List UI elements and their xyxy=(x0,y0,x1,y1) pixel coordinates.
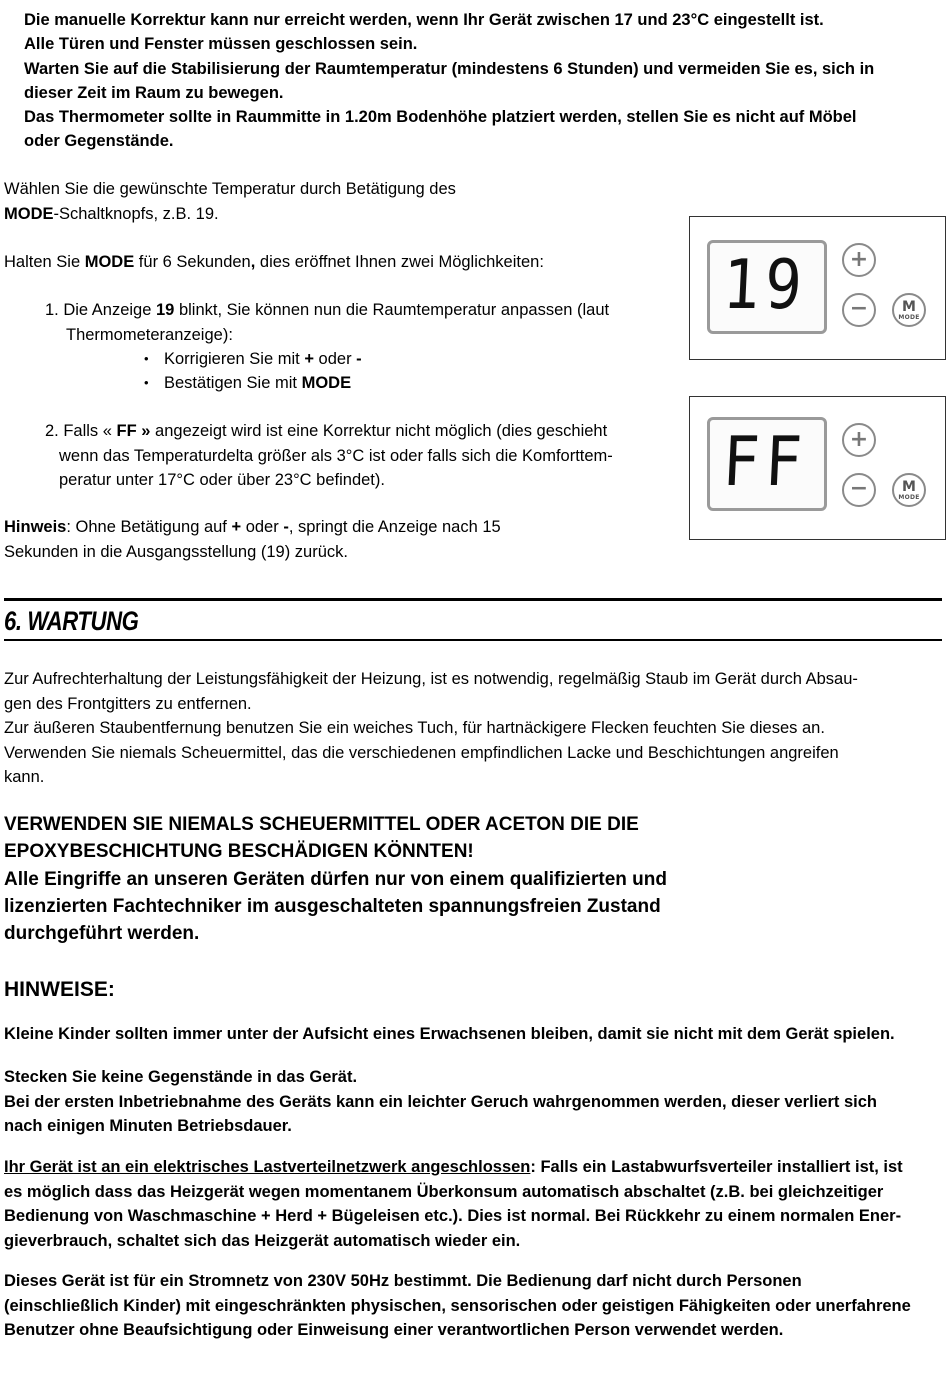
mode-button-letter: M xyxy=(902,299,916,315)
minus-button-icon: − xyxy=(842,473,876,507)
maintenance-line: Verwenden Sie niemals Scheuermittel, das die verschiedenen empfindlichen Lacke und Beschichtungen angreifen xyxy=(4,743,839,762)
maintenance-line: Zur äußeren Staubentfernung benutzen Sie ein weiches Tuch, für hartnäckigere Flecken feuchten Sie dieses an. xyxy=(4,719,825,737)
section-rule-bottom xyxy=(4,639,942,641)
hold-post: dies eröffnet Ihnen zwei Möglichkeiten: xyxy=(255,253,544,271)
lcd-value: 19 xyxy=(720,246,810,325)
mode-keyword: MODE xyxy=(84,253,135,271)
note-label: Hinweis xyxy=(4,518,67,536)
hinweise-p1: Kleine Kinder sollten immer unter der Aufsicht eines Erwachsenen bleiben, damit sie nicht mit dem Gerät spielen. xyxy=(4,1025,895,1043)
intro-line: Das Thermometer sollte in Raummitte in 1.20m Bodenhöhe platziert werden, stellen Sie es nicht auf Möbel xyxy=(24,108,857,127)
option-2-post: angezeigt wird ist eine Korrektur nicht möglich (dies geschieht xyxy=(150,422,608,440)
option-2 xyxy=(45,419,685,493)
select-instruction xyxy=(4,177,456,226)
bullet-1-pre: Korrigieren Sie mit xyxy=(164,350,305,368)
maintenance-line: kann. xyxy=(4,768,45,786)
option-1 xyxy=(45,298,685,347)
ff-keyword: FF » xyxy=(116,422,151,440)
warning-line: durchgeführt werden. xyxy=(4,923,200,945)
mode-keyword: MODE xyxy=(4,204,54,223)
mode-button-caption: MODE xyxy=(898,494,920,501)
minus-symbol: - xyxy=(283,518,289,536)
mode-button-letter: M xyxy=(902,479,916,495)
note-line-1 xyxy=(4,515,684,540)
hinweise-p3-line-1 xyxy=(4,1155,944,1180)
note-pre: : Ohne Betätigung auf xyxy=(66,518,232,536)
hinweise-p3-line: gieverbrauch, schaltet sich das Heizgerät automatisch wieder ein. xyxy=(4,1231,521,1250)
option-2-line-3: peratur unter 17°C oder über 23°C befindet). xyxy=(59,471,385,489)
hinweise-p4-line: Dieses Gerät ist für ein Stromnetz von 230V 50Hz bestimmt. Die Bedienung darf nicht durch Personen xyxy=(4,1272,802,1290)
hinweise-p2-line: nach einigen Minuten Betriebsdauer. xyxy=(4,1117,292,1135)
note-mid: oder xyxy=(241,518,284,536)
minus-button-icon: − xyxy=(842,293,876,327)
section-title: 6. WARTUNG xyxy=(4,606,139,636)
hold-instruction xyxy=(4,250,544,275)
hinweise-p4-line: (einschließlich Kinder) mit eingeschränkten physischen, sensorischen oder geistigen Fähigkeiten oder unerfahrene xyxy=(4,1296,911,1315)
display-panel-ff xyxy=(689,396,946,540)
lcd-screen xyxy=(707,240,827,334)
hinweise-p2 xyxy=(4,1065,944,1139)
hinweise-p3-line-1-rest: : Falls ein Lastabwurfsverteiler installiert ist, ist xyxy=(530,1158,903,1176)
bullet-item xyxy=(164,347,362,372)
display-value: 19 xyxy=(156,301,175,319)
note-line-2: Sekunden in die Ausgangsstellung (19) zurück. xyxy=(4,542,348,561)
note xyxy=(4,515,684,564)
option-1-pre: 1. Die Anzeige xyxy=(45,301,156,319)
hold-comma: , xyxy=(250,253,256,271)
plus-button-icon: + xyxy=(842,243,876,277)
option-1-line-2: Thermometeranzeige): xyxy=(66,325,233,344)
bullet-item xyxy=(164,371,351,396)
bullet-1-mid: oder xyxy=(313,350,357,368)
hinweise-p4-line: Benutzer ohne Beaufsichtigung oder Einweisung einer verantwortlichen Person verwendet werden. xyxy=(4,1321,784,1339)
option-1-post: blinkt, Sie können nun die Raumtemperatur anpassen (laut xyxy=(174,301,610,319)
warning-block xyxy=(4,811,667,947)
option-2-line-1 xyxy=(45,419,685,444)
intro-line: Alle Türen und Fenster müssen geschlossen sein. xyxy=(24,35,418,54)
hinweise-p3-line: Bedienung von Waschmaschine + Herd + Bügeleisen etc.). Dies ist normal. Bei Rückkehr zu einem normalen Ener- xyxy=(4,1207,902,1225)
warning-line: Alle Eingriffe an unseren Geräten dürfen nur von einem qualifizierten und xyxy=(4,868,667,890)
plus-symbol: + xyxy=(231,518,242,536)
hinweise-p2-line: Stecken Sie keine Gegenstände in das Gerät. xyxy=(4,1068,358,1086)
intro-line: oder Gegenstände. xyxy=(24,132,174,151)
warning-line: VERWENDEN SIE NIEMALS SCHEUERMITTEL ODER ACETON DIE DIE xyxy=(4,814,639,835)
mode-keyword: MODE xyxy=(301,374,352,392)
hinweise-heading: HINWEISE: xyxy=(4,978,115,1001)
select-line-1: Wählen Sie die gewünschte Temperatur durch Betätigung des xyxy=(4,180,456,198)
maintenance-line: Zur Aufrechterhaltung der Leistungsfähigkeit der Heizung, ist es notwendig, regelmäßig Staub im Gerät durch Absau- xyxy=(4,670,858,688)
warning-line: lizenzierten Fachtechniker im ausgeschalteten spannungsfreien Zustand xyxy=(4,895,661,917)
hold-mid: für 6 Sekunden xyxy=(134,253,251,271)
bullet-2-pre: Bestätigen Sie mit xyxy=(164,374,302,392)
mode-button-icon xyxy=(892,473,926,507)
maintenance-line: gen des Frontgitters zu entfernen. xyxy=(4,694,252,713)
plus-button-icon: + xyxy=(842,423,876,457)
load-network-underlined: Ihr Gerät ist an ein elektrisches Lastverteilnetzwerk angeschlossen xyxy=(4,1158,531,1176)
hinweise-p3-line: es möglich dass das Heizgerät wegen momentanem Überkonsum automatisch abschaltet (z.B. bei gleichzeitiger xyxy=(4,1182,884,1201)
select-line-2-rest: -Schaltknopfs, z.B. 19. xyxy=(53,204,219,223)
mode-button-icon xyxy=(892,293,926,327)
hold-pre: Halten Sie xyxy=(4,253,85,271)
hinweise-p2-line: Bei der ersten Inbetriebnahme des Geräts kann ein leichter Geruch wahrgenommen werden, dieser verliert sich xyxy=(4,1092,877,1111)
option-1-line-1 xyxy=(45,298,685,323)
intro-line: Die manuelle Korrektur kann nur erreicht werden, wenn Ihr Gerät zwischen 17 und 23°C eingestellt ist. xyxy=(24,11,824,29)
lcd-screen xyxy=(707,417,827,511)
warning-line: EPOXYBESCHICHTUNG BESCHÄDIGEN KÖNNTEN! xyxy=(4,841,474,863)
select-line-2 xyxy=(4,202,456,227)
hinweise-p3 xyxy=(4,1155,944,1253)
section-rule-top xyxy=(4,598,942,601)
intro-line: Warten Sie auf die Stabilisierung der Raumtemperatur (mindestens 6 Stunden) und vermeiden Sie es, sich in xyxy=(24,59,875,78)
plus-symbol: + xyxy=(304,350,314,368)
lcd-value: FF xyxy=(720,423,810,502)
maintenance-text xyxy=(4,667,944,790)
note-post: , springt die Anzeige nach 15 xyxy=(288,518,501,536)
hinweise-p4 xyxy=(4,1269,944,1343)
intro-line: dieser Zeit im Raum zu bewegen. xyxy=(24,83,284,102)
minus-symbol: - xyxy=(356,350,362,368)
display-panel-19 xyxy=(689,216,946,360)
option-2-pre: 2. Falls « xyxy=(45,422,117,440)
intro-block xyxy=(24,8,924,154)
mode-button-caption: MODE xyxy=(898,314,920,321)
option-2-line-2: wenn das Temperaturdelta größer als 3°C ist oder falls sich die Komforttem- xyxy=(59,446,613,465)
